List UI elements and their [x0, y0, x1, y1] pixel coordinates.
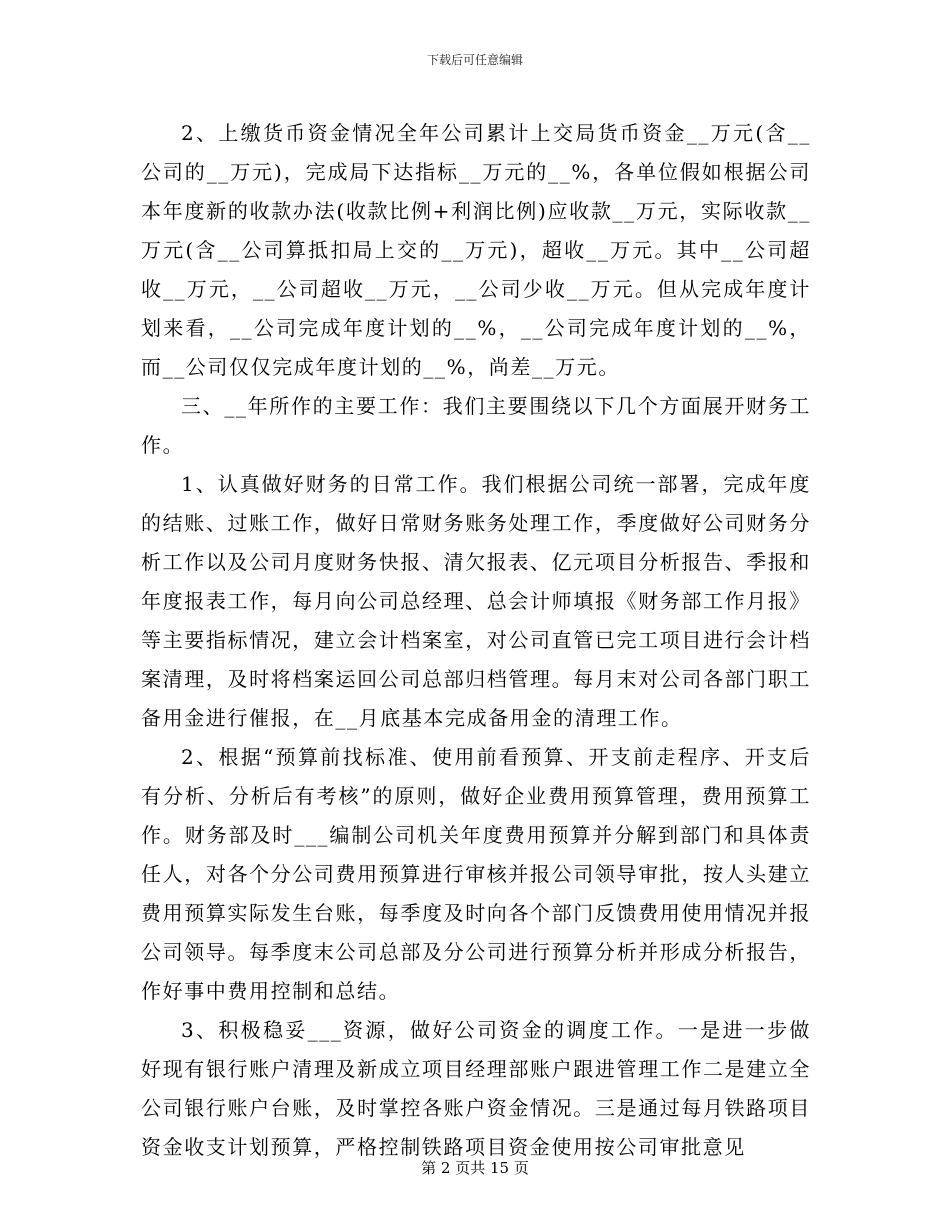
- paragraph-fund-dispatch: 3、积极稳妥___资源，做好公司资金的调度工作。一是进一步做好现有银行账户清理及新成立项目经理部账户跟进管理工作二是建立全公司银行账户台账，及时掌控各账户资金情况。三是通过每月铁路项目资金收支计划预算，严格控制铁路项目资金使用按公司审批意见: [141, 1018, 811, 1159]
- paragraph-budget-management: 2、根据“预算前找标准、使用前看预算、开支前走程序、开支后有分析、分析后有考核”的原则，做好企业费用预算管理，费用预算工作。财务部及时___编制公司机关年度费用预算并分解到部门和具体责任人，对各个分公司费用预算进行审核并报公司领导审批，按人头建立费用预算实际发生台账，每季度及时向各个部门反馈费用使用情况并报公司领导。每季度末公司总部及分公司进行预算分析并形成分析报告，作好事中费用控制和总结。: [141, 745, 811, 1003]
- page-header: 下载后可任意编辑: [426, 53, 523, 67]
- page-number-footer: 第 2 页共 15 页: [421, 1159, 529, 1177]
- paragraph-main-work-heading: 三、__年所作的主要工作：我们主要围绕以下几个方面展开财务工作。: [141, 394, 811, 457]
- paragraph-remittance: 2、上缴货币资金情况全年公司累计上交局货币资金__万元(含__公司的__万元)，完成局下达指标__万元的__%，各单位假如根据公司本年度新的收款办法(收款比例+利润比例)应收款__万元，实际收款__万元(含__公司算抵扣局上交的__万元)，超收__万元。其中__公司超收__万元，__公司超收__万元，__公司少收__万元。但从完成年度计划来看，__公司完成年度计划的__%，__公司完成年度计划的__%，而__公司仅仅完成年度计划的__%，尚差__万元。: [141, 121, 811, 379]
- document-body: [141, 114, 811, 1167]
- paragraph-daily-work: 1、认真做好财务的日常工作。我们根据公司统一部署，完成年度的结账、过账工作，做好日常财务账务处理工作，季度做好公司财务分析工作以及公司月度财务快报、清欠报表、亿元项目分析报告、季报和年度报表工作，每月向公司总经理、总会计师填报《财务部工作月报》等主要指标情况，建立会计档案室，对公司直管已完工项目进行会计档案清理，及时将档案运回公司总部归档管理。每月末对公司各部门职工备用金进行催报，在__月底基本完成备用金的清理工作。: [141, 472, 811, 730]
